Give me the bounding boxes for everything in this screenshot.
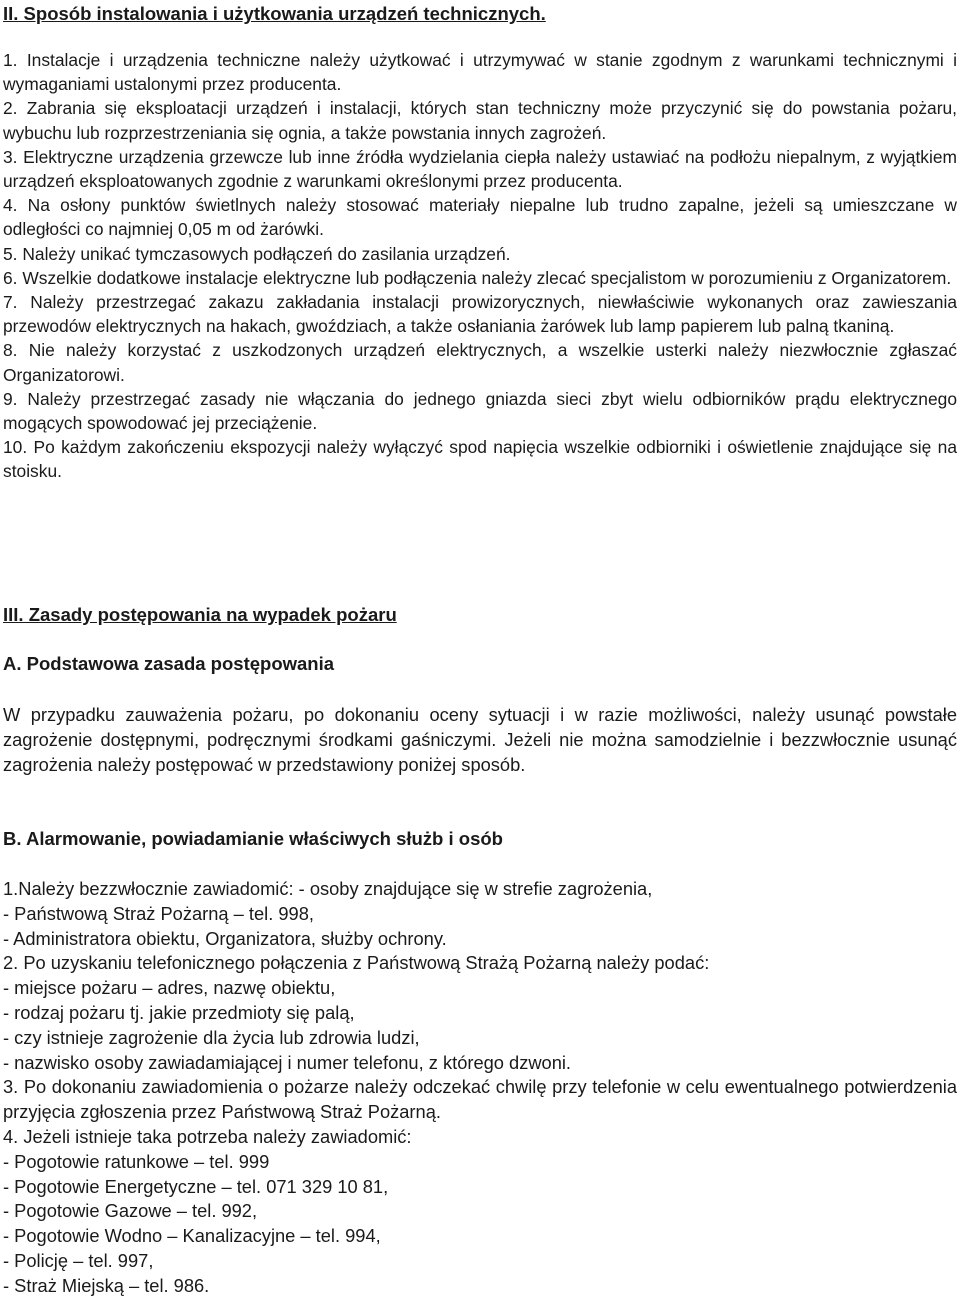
subsection-b-heading: B. Alarmowanie, powiadamianie właściwych służb i osób	[3, 828, 503, 849]
list-item: 3. Po dokonaniu zawiadomienia o pożarze należy odczekać chwilę przy telefonie w celu ewentualnego potwierdzenia przyjęcia zgłoszenia przez Państwową Straż Pożarną.	[3, 1076, 957, 1123]
list-item: - Straż Miejską – tel. 986.	[3, 1274, 210, 1296]
list-item: 9. Należy przestrzegać zasady nie włączania do jednego gniazda sieci zbyt wielu odbiorników prądu elektrycznego mogących spowodować jej przeciążenie.	[3, 388, 957, 434]
section-3-heading: III. Zasady postępowania na wypadek pożaru	[3, 604, 397, 625]
list-item: - Państwową Straż Pożarną – tel. 998,	[3, 902, 314, 924]
list-item: - miejsce pożaru – adres, nazwę obiektu,	[3, 977, 336, 999]
list-item: 8. Nie należy korzystać z uszkodzonych urządzeń elektrycznych, a wszelkie usterki należy niezwłocznie zgłaszać Organizatorowi.	[3, 340, 957, 385]
list-item: - Administratora obiektu, Organizatora, służby ochrony.	[3, 927, 447, 949]
list-item: - Pogotowie Energetyczne – tel. 071 329 10 81,	[3, 1175, 389, 1197]
list-item: 4. Na osłony punktów świetlnych należy stosować materiały niepalne lub trudno zapalne, jeżeli są umieszczane w odległości co najmniej 0,05 m od żarówki.	[3, 195, 957, 240]
list-item: 1.Należy bezzwłocznie zawiadomić: - osoby znajdujące się w strefie zagrożenia,	[3, 878, 653, 899]
list-item: - Pogotowie ratunkowe – tel. 999	[3, 1150, 270, 1172]
list-item: 6. Wszelkie dodatkowe instalacje elektryczne lub podłączenia należy zlecać specjalistom w porozumieniu z Organizatorem.	[3, 267, 952, 288]
list-item: - czy istnieje zagrożenie dla życia lub zdrowia ludzi,	[3, 1026, 420, 1048]
list-item: 5. Należy unikać tymczasowych podłączeń do zasilania urządzeń.	[3, 243, 511, 264]
section-2-list	[3, 48, 957, 484]
list-item: - Policję – tel. 997,	[3, 1249, 154, 1271]
list-item: 1. Instalacje i urządzenia techniczne należy użytkować i utrzymywać w stanie zgodnym z warunkami technicznymi i wymaganiami ustalonymi przez producenta.	[3, 50, 957, 95]
list-item: - Pogotowie Wodno – Kanalizacyjne – tel. 994,	[3, 1225, 381, 1247]
list-item: 4. Jeżeli istnieje taka potrzeba należy zawiadomić:	[3, 1125, 412, 1147]
list-item: - nazwisko osoby zawiadamiającej i numer telefonu, z którego dzwoni.	[3, 1051, 572, 1073]
subsection-a-paragraph: W przypadku zauważenia pożaru, po dokonaniu oceny sytuacji i w razie możliwości, należy usunąć powstałe zagrożenie dostępnymi, podręcznymi środkami gaśniczymi. Jeżeli nie można samodzielnie i bezzwłocznie usunąć zagrożenia należy postępować w przedstawiony poniżej sposób.	[3, 704, 957, 775]
list-item: 2. Zabrania się eksploatacji urządzeń i instalacji, których stan techniczny może przyczynić się do powstania pożaru, wybuchu lub rozprzestrzeniania się ognia, a także powstania innych zagrożeń.	[3, 98, 957, 143]
list-item: 10. Po każdym zakończeniu ekspozycji należy wyłączyć spod napięcia wszelkie odbiorniki i oświetlenie znajdujące się na stoisku.	[3, 437, 957, 482]
notification-list	[3, 877, 957, 1299]
list-item: - rodzaj pożaru tj. jakie przedmioty się palą,	[3, 1001, 355, 1023]
list-item: 3. Elektryczne urządzenia grzewcze lub inne źródła wydzielania ciepła należy ustawiać na podłożu niepalnym, z wyjątkiem urządzeń eksploatowanych zgodnie z warunkami określonymi przez producenta.	[3, 146, 957, 192]
subsection-a-heading: A. Podstawowa zasada postępowania	[3, 653, 335, 674]
list-item: 2. Po uzyskaniu telefonicznego połączenia z Państwową Strażą Pożarną należy podać:	[3, 952, 710, 974]
list-item: - Pogotowie Gazowe – tel. 992,	[3, 1200, 258, 1222]
list-item: 7. Należy przestrzegać zakazu zakładania instalacji prowizorycznych, niewłaściwie wykonanych oraz zawieszania przewodów elektrycznych na hakach, gwoździach, a także osłaniania żarówek lub lamp papierem lub palną tkaniną.	[3, 292, 957, 337]
section-2-heading: II. Sposób instalowania i użytkowania urządzeń technicznych.	[3, 3, 546, 24]
